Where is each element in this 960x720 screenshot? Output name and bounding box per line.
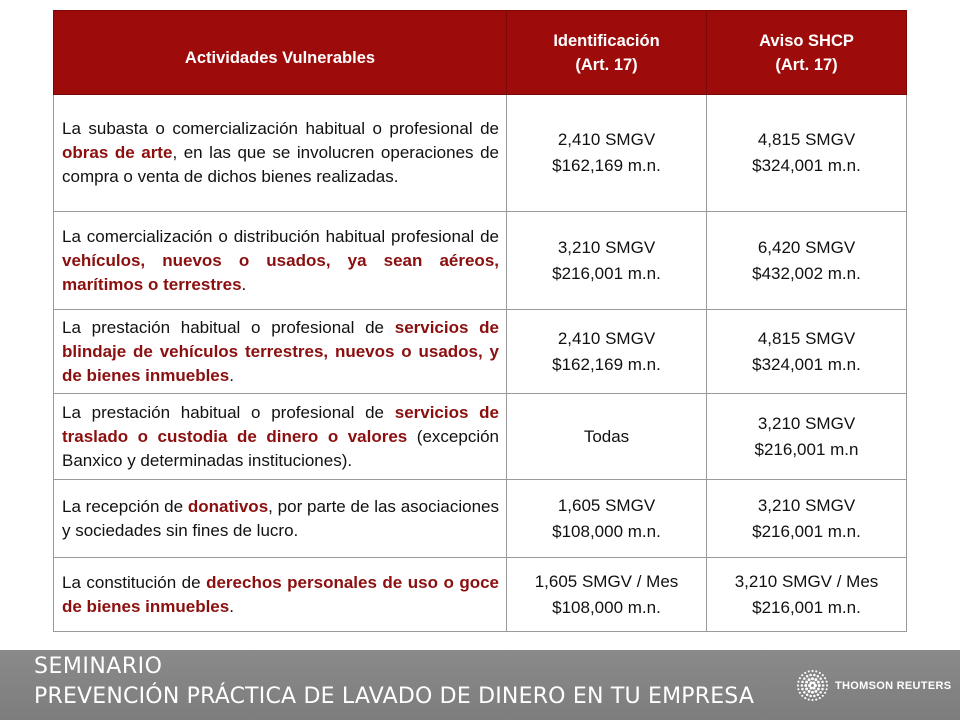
logo-dot	[813, 674, 816, 677]
brand-name: THOMSON REUTERS	[835, 679, 952, 692]
logo-dot	[817, 681, 820, 684]
logo-dot	[799, 677, 801, 679]
logo-dot	[804, 672, 806, 674]
header-aviso-title: Aviso SHCP	[759, 31, 854, 50]
logo-dot	[805, 687, 808, 690]
logo-dot	[811, 699, 813, 701]
logo-dot	[819, 677, 822, 680]
logo-dot	[803, 677, 806, 680]
identificacion-threshold: 1,605 SMGV $108,000 m.n.	[507, 480, 707, 558]
thomson-reuters-logo-icon	[796, 669, 829, 702]
logo-dot	[817, 693, 820, 696]
aviso-threshold: 6,420 SMGV $432,002 m.n.	[707, 212, 907, 310]
aviso-threshold: 4,815 SMGV $324,001 m.n.	[707, 95, 907, 212]
identificacion-threshold: 3,210 SMGV $216,001 m.n.	[507, 212, 707, 310]
logo-dot	[817, 687, 820, 690]
logo-dot	[811, 670, 813, 672]
logo-dot	[805, 681, 808, 684]
header-activities: Actividades Vulnerables	[54, 11, 507, 95]
logo-dot	[826, 684, 828, 686]
seminar-title: PREVENCIÓN PRÁCTICA DE LAVADO DE DINERO EN TU EMPRESA	[34, 684, 755, 709]
logo-dot	[815, 698, 817, 700]
logo-dot	[801, 681, 804, 684]
logo-dot	[808, 670, 810, 672]
table-row	[54, 480, 907, 558]
header-aviso-shcp	[707, 11, 907, 95]
table-row	[54, 394, 907, 480]
logo-dot	[817, 675, 820, 678]
identificacion-threshold: 2,410 SMGV $162,169 m.n.	[507, 95, 707, 212]
logo-dot	[822, 684, 825, 687]
footer-banner	[0, 650, 960, 720]
logo-dot	[821, 681, 824, 684]
logo-dot	[819, 697, 821, 699]
logo-dot	[822, 695, 824, 697]
logo-dot	[801, 674, 803, 676]
activity-description: La subasta o comercialización habitual o profesional de obras de arte, en las que se involucren operaciones de compra o venta de dichos bienes realizadas.	[54, 95, 507, 212]
header-identificacion	[507, 11, 707, 95]
logo-dot	[814, 678, 817, 681]
logo-dot	[824, 677, 826, 679]
activity-description: La prestación habitual o profesional de servicios de blindaje de vehículos terrestres, nuevos o usados, y de bienes inmuebles.	[54, 310, 507, 394]
logo-dot	[799, 692, 801, 694]
logo-dot	[812, 686, 815, 689]
logo-dot	[825, 681, 827, 683]
table-row	[54, 95, 907, 212]
logo-dot	[811, 677, 814, 680]
header-identificacion-title: Identificación	[553, 31, 660, 50]
activity-description: La constitución de derechos personales de uso o goce de bienes inmuebles.	[54, 558, 507, 632]
table-row	[54, 310, 907, 394]
logo-dot	[804, 684, 807, 687]
logo-dot	[801, 684, 804, 687]
logo-dot	[809, 695, 812, 698]
logo-dot	[809, 681, 812, 684]
activities-table	[53, 10, 907, 632]
logo-dot	[821, 688, 824, 691]
logo-dot	[797, 681, 799, 683]
aviso-threshold: 3,210 SMGV $216,001 m.n	[707, 394, 907, 480]
logo-dot	[812, 681, 815, 684]
logo-dot	[819, 691, 822, 694]
logo-dot	[809, 674, 812, 677]
table-row	[54, 558, 907, 632]
logo-dot	[801, 695, 803, 697]
logo-dot	[797, 684, 799, 686]
logo-dot	[824, 692, 826, 694]
logo-dot	[806, 693, 809, 696]
header-aviso-article: (Art. 17)	[775, 55, 838, 74]
activity-description: La comercialización o distribución habitual profesional de vehículos, nuevos o usados, ya sean aéreos, marítimos o terrestres.	[54, 212, 507, 310]
aviso-threshold: 4,815 SMGV $324,001 m.n.	[707, 310, 907, 394]
identificacion-threshold: Todas	[507, 394, 707, 480]
logo-dot	[797, 688, 799, 690]
logo-dot	[814, 690, 817, 693]
table-row	[54, 212, 907, 310]
header-identificacion-article: (Art. 17)	[575, 55, 638, 74]
logo-dot	[804, 697, 806, 699]
logo-dot	[819, 672, 821, 674]
identificacion-threshold: 1,605 SMGV / Mes $108,000 m.n.	[507, 558, 707, 632]
activity-description: La prestación habitual o profesional de servicios de traslado o custodia de dinero o valores (excepción Banxico y determinadas instituciones).	[54, 394, 507, 480]
activity-description: La recepción de donativos, por parte de las asociaciones y sociedades sin fines de lucro.	[54, 480, 507, 558]
identificacion-threshold: 2,410 SMGV $162,169 m.n.	[507, 310, 707, 394]
logo-dot	[811, 691, 814, 694]
logo-dot	[808, 698, 810, 700]
logo-dot	[803, 691, 806, 694]
logo-dot	[813, 695, 816, 698]
logo-dot	[822, 674, 824, 676]
logo-dot	[808, 678, 811, 681]
logo-dot	[818, 684, 821, 687]
aviso-threshold: 3,210 SMGV $216,001 m.n.	[707, 480, 907, 558]
logo-dot	[801, 688, 804, 691]
seminar-label: SEMINARIO	[34, 654, 163, 679]
logo-dot	[825, 688, 827, 690]
logo-dot	[806, 675, 809, 678]
table-header-row	[54, 11, 907, 95]
logo-dot	[808, 690, 811, 693]
logo-dot	[815, 670, 817, 672]
brand	[796, 669, 951, 702]
aviso-threshold: 3,210 SMGV / Mes $216,001 m.n.	[707, 558, 907, 632]
